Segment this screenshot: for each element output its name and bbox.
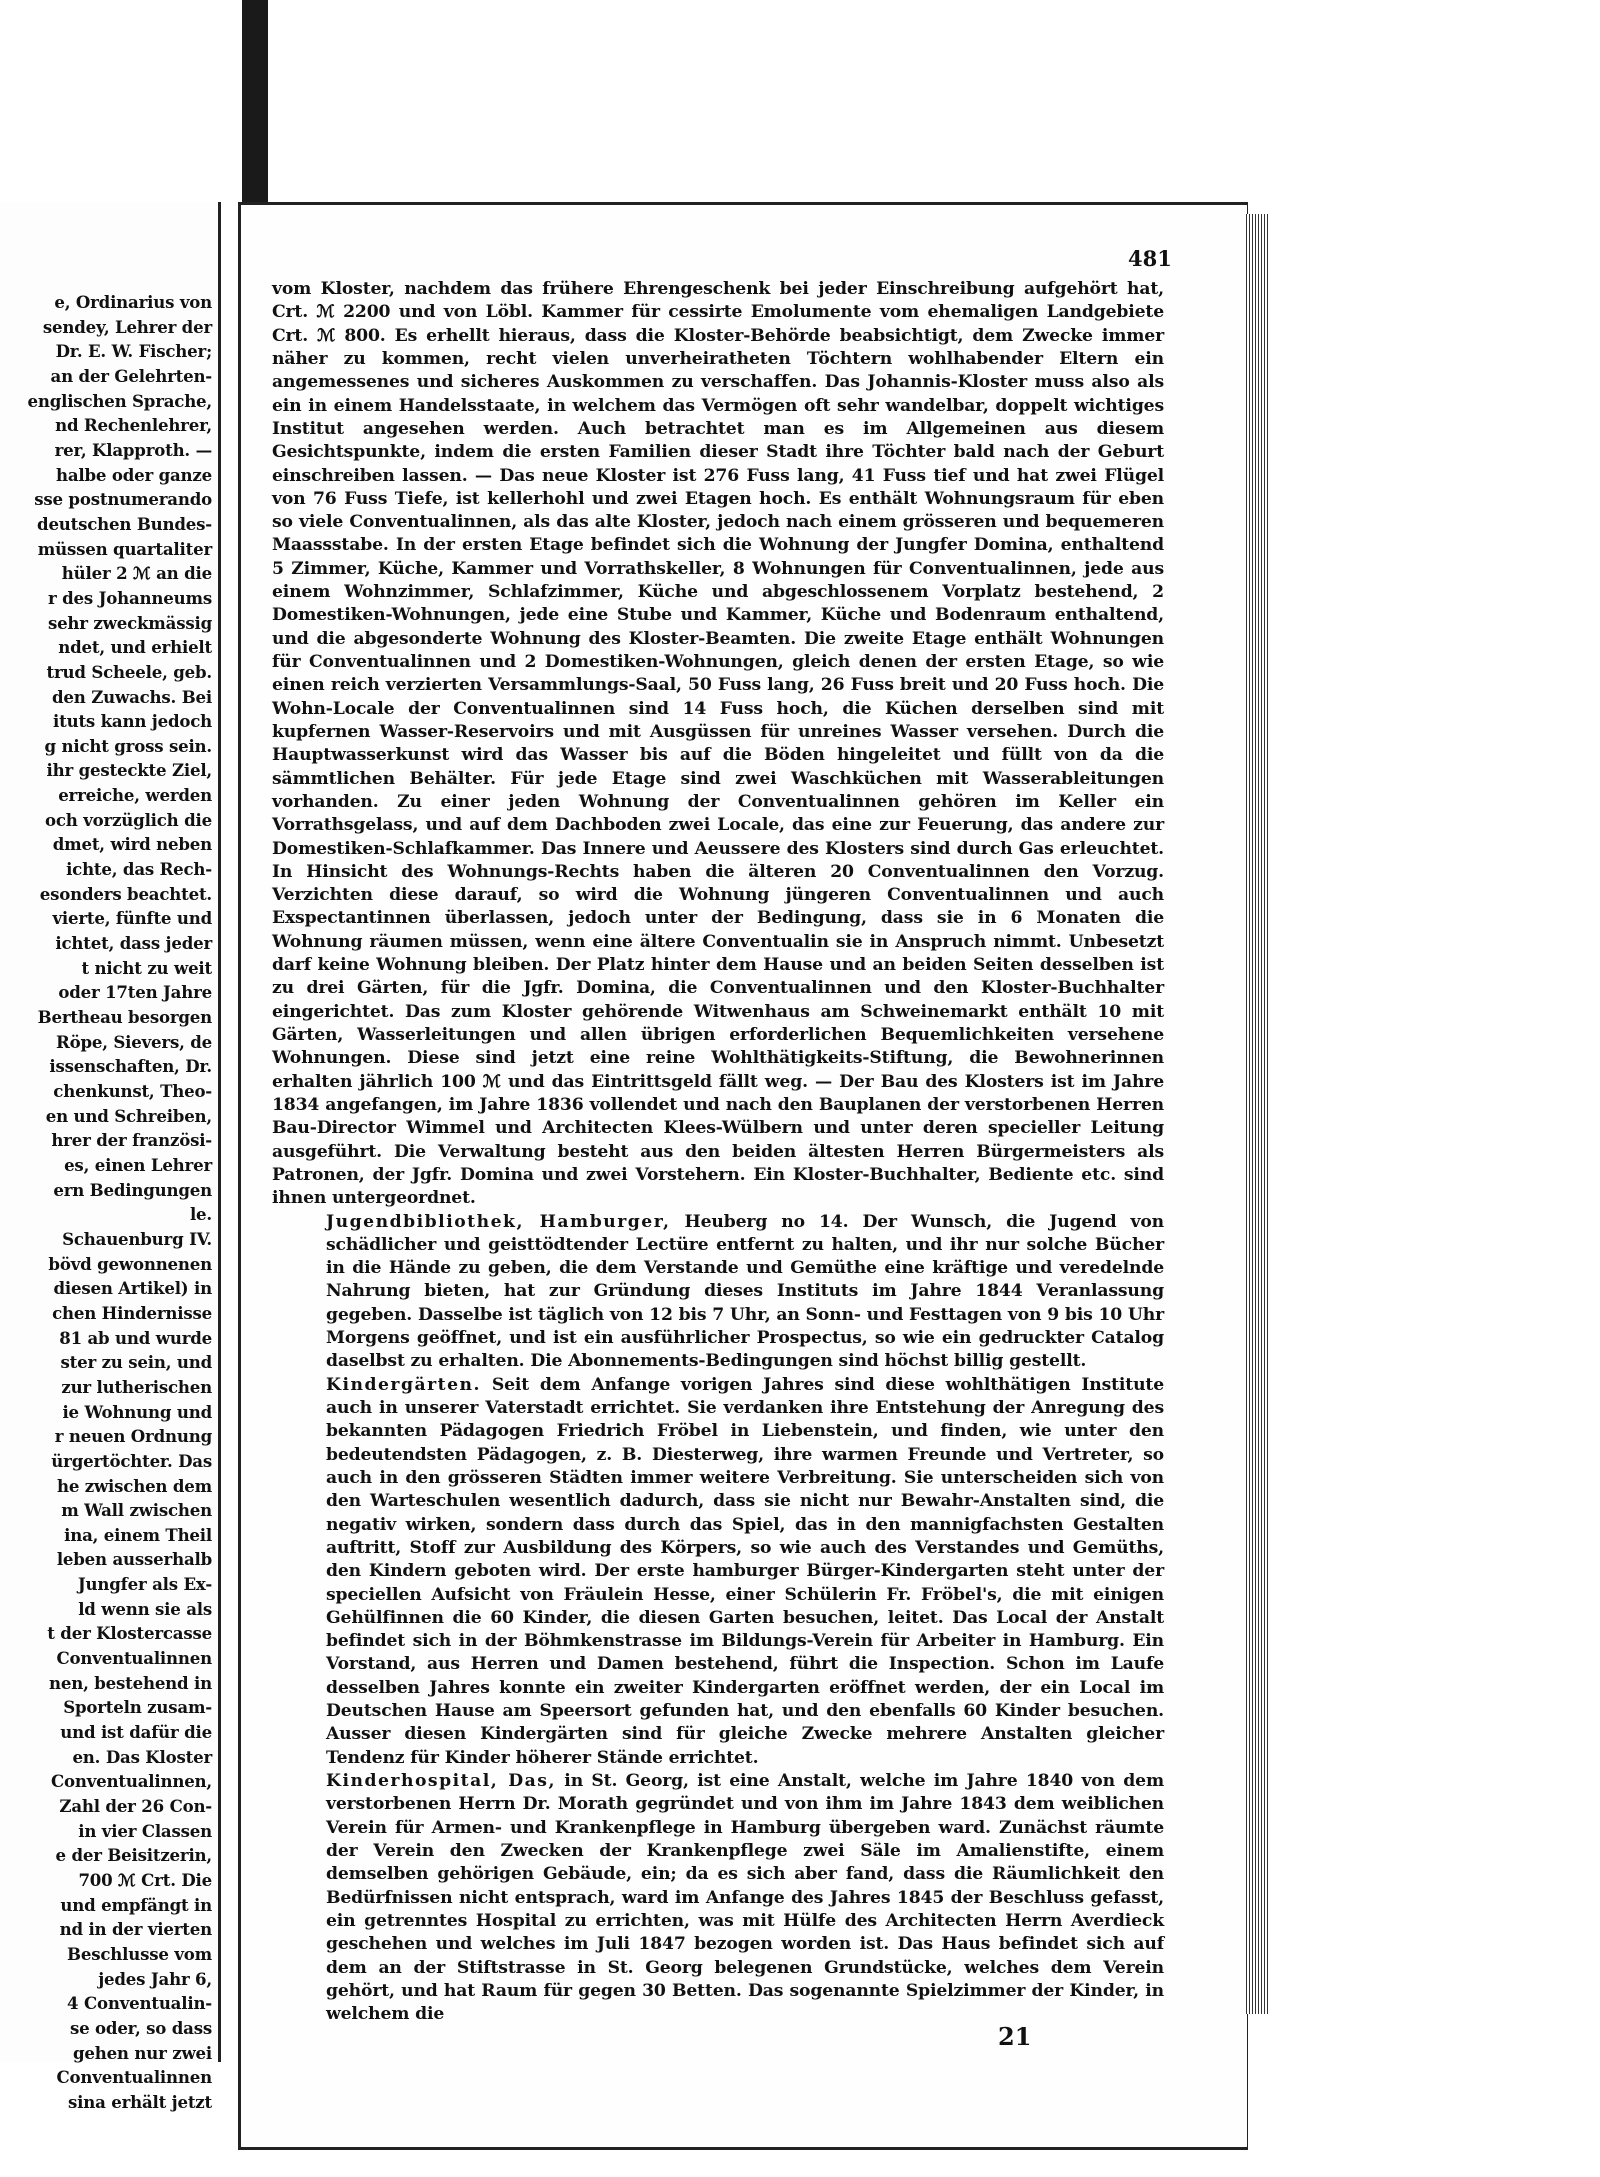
paragraph-jugendbibliothek xyxy=(272,1211,1164,1374)
left-column-line: r neuen Ordnung xyxy=(54,1426,212,1447)
left-column-line: müssen quartaliter xyxy=(37,538,212,559)
left-column-line: ichtet, dass jeder xyxy=(55,933,212,954)
book-spine-band xyxy=(242,0,268,205)
left-column-line: en. Das Kloster xyxy=(72,1746,212,1767)
left-column-line: Bertheau besorgen xyxy=(37,1007,212,1028)
left-column-line: g nicht gross sein. xyxy=(44,735,212,756)
left-column-line: issenschaften, Dr. xyxy=(49,1056,212,1077)
page-number: 481 xyxy=(1128,246,1172,271)
left-column-line: hrer der französi- xyxy=(51,1130,212,1151)
left-column-line: ern Bedingungen xyxy=(53,1179,212,1200)
left-column-line: Beschlusse vom xyxy=(67,1943,212,1964)
left-column-line: 700 ℳ Crt. Die xyxy=(78,1870,212,1890)
paragraph-text: Heuberg no 14. Der Wunsch, die Jugend von schädlicher und geisttödtender Lectüre entfernt zu halten, und ihr nur solche Bücher in die Hände zu geben, die dem Verstande und Gemüthe eine kräftige und veredelnde Nahrung bieten, hat zur Gründung dieses Instituts im Jahre 1844 Veranlassung gegeben. Dasselbe ist täglich von 12 bis 7 Uhr, an Sonn- und Festtagen von 9 bis 10 Uhr Morgens geöffnet, und ist ein ausführlicher Prospectus, so wie ein gedruckter Catalog daselbst zu erhalten. Die Abonnements-Bedingungen sind höchst billig gestellt. xyxy=(326,1211,1164,1372)
signature-mark: 21 xyxy=(998,2022,1032,2051)
left-column-line: ndet, und erhielt xyxy=(58,637,212,658)
left-column-line: 81 ab und wurde xyxy=(59,1327,212,1348)
left-column-line: jedes Jahr 6, xyxy=(98,1968,212,1989)
main-text-block xyxy=(272,278,1164,2026)
left-column-line: sina erhält jetzt xyxy=(67,2091,212,2112)
left-column-line: chenkunst, Theo- xyxy=(53,1081,212,1101)
left-column-line: oder 17ten Jahre xyxy=(58,982,212,1003)
left-column-line: bövd gewonnenen xyxy=(48,1253,212,1274)
left-column-line: en und Schreiben, xyxy=(45,1105,212,1126)
left-column-line: t der Klostercasse xyxy=(47,1623,212,1644)
entry-heading: Kindergärten. xyxy=(326,1374,482,1395)
left-column-line: e, Ordinarius von xyxy=(54,292,212,312)
left-column-line: nd in der vierten xyxy=(59,1919,212,1940)
left-column-line: ichte, das Rech- xyxy=(66,859,212,880)
left-column-line: se oder, so dass xyxy=(69,2017,212,2038)
left-column-line: t nicht zu weit xyxy=(81,957,212,978)
left-column-line: leben ausserhalb xyxy=(56,1549,212,1570)
left-column-line: gehen nur zwei xyxy=(72,2042,212,2063)
left-column-line: nen, bestehend in xyxy=(49,1672,212,1693)
left-column-line: dmet, wird neben xyxy=(52,834,212,855)
left-column-line: ürgertöchter. Das xyxy=(51,1450,212,1471)
left-column-line: ina, einem Theil xyxy=(64,1524,212,1545)
left-column-line: deutschen Bundes- xyxy=(37,513,212,534)
paragraph-text: in St. Georg, ist eine Anstalt, welche im Jahre 1840 von dem verstorbenen Herrn Dr. Morath gegründet und von ihm im Jahre 1843 dem weiblichen Verein für Armen- und Krankenpflege in Hamburg übergeben ward. Zunächst räumte der Verein den Zwecken der Krankenpflege zwei Säle im Amalienstifte, einem demselben gehörigen Gebäude, ein; da es sich aber fand, dass die Räumlichkeit den Bedürfnissen nicht entsprach, ward im Anfange des Jahres 1845 der Beschluss gefasst, ein getrenntes Hospital zu errichten, was mit Hülfe des Architecten Herrn Averdieck geschehen und welches im Juli 1847 bezogen worden ist. Das Haus befindet sich auf dem an der Stiftstrasse in St. Georg belegenen Grundstücke, welches dem Verein gehört, und hat Raum für gegen 30 Betten. Das sogenannte Spielzimmer der Kinder, in welchem die xyxy=(326,1771,1164,2025)
left-column-line: englischen Sprache, xyxy=(27,390,212,411)
left-column-line: he zwischen dem xyxy=(56,1475,212,1496)
left-column-line: Conventualinnen xyxy=(56,2067,212,2088)
left-column-line: Conventualinnen xyxy=(56,1648,212,1669)
left-column-line: chen Hindernisse xyxy=(52,1302,212,1323)
paragraph-text: Seit dem Anfange vorigen Jahres sind diese wohlthätigen Institute auch in unserer Vaterstadt errichtet. Sie verdanken ihre Entstehung der Anregung des bekannten Pädagogen Friedrich Fröbel in Liebenstein, und finden, wie unter den bedeutendsten Pädagogen, z. B. Diesterweg, ihre warmen Freunde und Vertreter, so auch in den grösseren Städten immer weitere Verbreitung. Sie unterscheiden sich von den Warteschulen wesentlich dadurch, dass sie nicht nur Bewahr-Anstalten sind, die negativ wirken, sondern dass durch das Spiel, das in den mannigfachsten Gestalten auftritt, Stoff zur Ausbildung des Körpers, so wie auch des Verstandes und Gemüths, den Kindern geboten wird. Der erste hamburger Bürger-Kindergarten steht unter der speciellen Aufsicht von Fräulein Hesse, einer Schülerin Fr. Fröbel's, die mit einigen Gehülfinnen die 60 Kinder, die diesen Garten besuchen, leitet. Das Local der Anstalt befindet sich in der Böhmkenstrasse im Bildungs-Verein für Arbeiter in Hamburg. Ein Vorstand, aus Herren und Damen bestehend, führt die Inspection. Schon im Laufe desselben Jahres konnte ein zweiter Kindergarten eröffnet werden, der ein Local im Deutschen Hause am Speersort gefunden hat, und den ebenfalls 60 Kinder besuchen. Ausser diesen Kindergärten sind für gleiche Zwecke mehrere Anstalten gleicher Tendenz für Kinder höherer Stände errichtet. xyxy=(326,1374,1164,1768)
paragraph-kindergaerten xyxy=(272,1374,1164,1770)
left-column-line: r des Johanneums xyxy=(48,587,212,608)
left-column-line: an der Gelehrten- xyxy=(50,365,212,386)
left-column-line: Sporteln zusam- xyxy=(63,1697,212,1718)
left-column-line: Zahl der 26 Con- xyxy=(59,1796,212,1817)
page-edges xyxy=(1244,214,1268,2014)
left-column-line: ihr gesteckte Ziel, xyxy=(46,760,212,781)
left-column-line: es, einen Lehrer xyxy=(64,1154,212,1175)
left-column-line: und empfängt in xyxy=(60,1894,212,1915)
paragraph-kinderhospital xyxy=(272,1770,1164,2026)
left-column-line: ituts kann jedoch xyxy=(53,711,212,732)
left-column-line: Jungfer als Ex- xyxy=(77,1574,212,1595)
left-column-line: sse postnumerando xyxy=(34,489,212,510)
left-column-line: ld wenn sie als xyxy=(78,1598,212,1619)
left-column-line: zur lutherischen xyxy=(61,1376,212,1397)
left-column-line: e der Beisitzerin, xyxy=(55,1845,212,1866)
left-column-line: trud Scheele, geb. xyxy=(46,661,212,682)
left-column-line: le. xyxy=(189,1204,212,1225)
left-column-line: 4 Conventualin- xyxy=(67,1993,212,2014)
left-column-line: Röpe, Sievers, de xyxy=(55,1031,212,1052)
entry-heading: Kinderhospital, Das, xyxy=(326,1771,556,1791)
left-column-line: halbe oder ganze xyxy=(55,464,212,485)
left-column-line: in vier Classen xyxy=(78,1820,212,1841)
left-column-line: nd Rechenlehrer, xyxy=(55,415,212,436)
left-column-line: ie Wohnung und xyxy=(62,1401,212,1422)
left-column-line: den Zuwachs. Bei xyxy=(52,686,212,707)
paragraph-text: vom Kloster, nachdem das frühere Ehrengeschenk bei jeder Einschreibung aufgehört hat, Crt. ℳ 2200 und von Löbl. Kammer für cessirte Emolumente vom ehemaligen Landgebiete Crt. ℳ 800. Es erhellt hieraus, dass die Kloster-Behörde beabsichtigt, dem Zwecke immer näher zu kommen, recht vielen unverheiratheten Töchtern wohlhabender Eltern ein angemessenes und sicheres Auskommen zu verschaffen. Das Johannis-Kloster muss also als ein in einem Handelsstaate, in welchem das Vermögen oft sehr wandelbar, doppelt wichtiges Institut angesehen werden. Auch betrachtet man es im Allgemeinen aus diesem Gesichtspunkte, indem die ersten Familien dieser Stadt ihre Töchter bald nach der Geburt einschreiben lassen. — Das neue Kloster ist 276 Fuss lang, 41 Fuss tief und hat zwei Flügel von 76 Fuss Tiefe, ist kellerhohl und zwei Etagen hoch. Es enthält Wohnungsraum für eben so viele Conventualinnen, als das alte Kloster, jedoch nach einem grösseren und bequemeren Maassstabe. In der ersten Etage befindet sich die Wohnung der Jungfer Domina, enthaltend 5 Zimmer, Küche, Kammer und Vorrathskeller, 8 Wohnungen für Conventualinnen, jede aus einem Wohnzimmer, Schlafzimmer, Küche und abgeschlossenem Vorplatz bestehend, 2 Domestiken-Wohnungen, jede eine Stube und Kammer, Küche und Bodenraum enthaltend, und die abgesonderte Wohnung des Kloster-Beamten. Die zweite Etage enthält Wohnungen für Conventualinnen und 2 Domestiken-Wohnungen, gleich denen der ersten Etage, so wie einen reich verzierten Versammlungs-Saal, 50 Fuss lang, 26 Fuss breit und 20 Fuss hoch. Die Wohn-Locale der Conventualinnen sind 14 Fuss hoch, die Küchen derselben sind mit kupfernen Wasser-Reservoirs und mit Ausgüssen für unreines Wasser versehen. Durch die Hauptwasserkunst wird das Wasser bis auf die Böden hingeleitet und füllt von da die sämmtlichen Behälter. Für jede Etage sind zwei Waschküchen mit Wasserableitungen vorhanden. Zu einer jeden Wohnung der Conventualinnen gehören im Keller ein Vorrathsgelass, und auf dem Dachboden zwei Locale, das eine zur Feuerung, das andere zur Domestiken-Schlafkammer. Das Innere und Aeussere des Klosters sind durch Gas erleuchtet. In Hinsicht des Wohnungs-Rechts haben die älteren 20 Conventualinnen den Vorzug. Verzichten diese darauf, so wird die Wohnung jüngeren Conventualinnen und auch Exspectantinnen überlassen, jedoch unter der Bedingung, dass sie in 6 Monaten die Wohnung räumen müssen, wenn eine ältere Conventualin sie in Anspruch nimmt. Unbesetzt darf keine Wohnung bleiben. Der Platz hinter dem Hause und an beiden Seiten desselben ist zu drei Gärten, für die Jgfr. Domina, die Conventualinnen und den Kloster-Buchhalter eingerichtet. Das zum Kloster gehörende Witwenhaus am Schweinemarkt enthält 10 mit Gärten, Wasserleitungen und allen übrigen erforderlichen Bequemlichkeiten versehene Wohnungen. Diese sind jetzt eine reine Wohlthätigkeits-Stiftung, die Bewohnerinnen erhalten jährlich 100 ℳ und das Eintrittsgeld fällt weg. — Der Bau des Klosters ist im Jahre 1834 angefangen, im Jahre 1836 vollendet und nach den Bauplanen der verstorbenen Herren Bau-Director Wimmel und Architecten Klees-Wülbern und unter deren specieller Leitung ausgeführt. Die Verwaltung besteht aus den beiden ältesten Herren Bürgermeisters als Patronen, der Jgfr. Domina und zwei Vorstehern. Ein Kloster-Buchhalter, Bediente etc. sind ihnen untergeordnet. xyxy=(272,279,1164,1209)
left-column-line: und ist dafür die xyxy=(60,1722,212,1743)
left-column-line: esonders beachtet. xyxy=(39,883,212,904)
left-column-line: Dr. E. W. Fischer; xyxy=(55,341,212,362)
left-column-line: sendey, Lehrer der xyxy=(42,316,212,337)
paragraph-kloster xyxy=(272,278,1164,1211)
left-column-line: m Wall zwischen xyxy=(61,1500,212,1521)
left-page xyxy=(0,202,221,2112)
left-column-line: vierte, fünfte und xyxy=(52,908,212,929)
left-column-line: och vorzüglich die xyxy=(45,809,212,830)
left-column-line: sehr zweckmässig xyxy=(47,612,212,633)
left-column-line: erreiche, werden xyxy=(58,785,212,806)
left-column-line: rer, Klapproth. — xyxy=(54,439,212,460)
entry-heading: Jugendbibliothek, Hamburger, xyxy=(326,1211,671,1232)
left-column-line: diesen Artikel) in xyxy=(53,1278,212,1299)
left-column-line: hüler 2 ℳ an die xyxy=(61,563,212,584)
left-column-line: ster zu sein, und xyxy=(60,1352,212,1373)
left-column-line: Schauenburg IV. xyxy=(62,1228,212,1249)
left-column-line: Conventualinnen, xyxy=(50,1771,212,1792)
left-column-text xyxy=(0,202,218,2115)
